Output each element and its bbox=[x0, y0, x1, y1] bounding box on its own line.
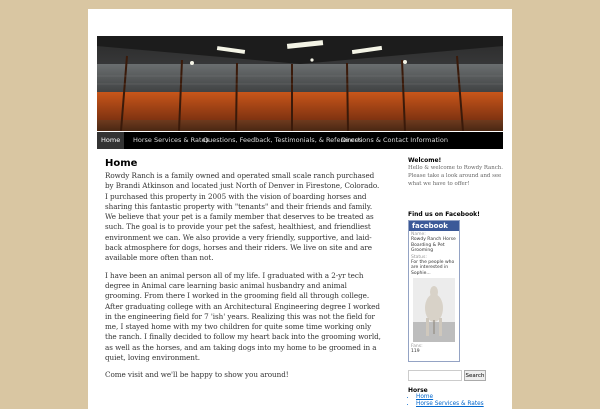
search-widget bbox=[408, 370, 508, 382]
main-navigation bbox=[97, 132, 503, 149]
content-paragraph: Come visit and we'll be happy to show you around! bbox=[105, 370, 289, 380]
horse-link-services-rates[interactable]: Horse Services & Rates bbox=[416, 401, 484, 407]
content-paragraph: I have been an animal person all of my life. I graduated with a 2-yr tech degree in Animal care learning basic animal husbandry and animal grooming. From there I worked in the grooming field all through college. After graduating college with an Architectural Engineering degree I worked in the engineering field for 7 'ish' years. Realizing this was not the field for me, I stayed home with my two children for quite some time working only the ranch. I finally decided to follow my heart back into the grooming world, as well as the horses, and am taking dogs into my home to be groomed in a quiet, loving environment. bbox=[105, 270, 381, 363]
fb-status-label: Status: bbox=[411, 254, 427, 260]
nav-item-directions-contact[interactable]: Directions & Contact Information bbox=[341, 136, 448, 144]
nav-item-horse-services-rates[interactable]: Horse Services & Rates bbox=[133, 136, 209, 144]
header-banner-image bbox=[97, 36, 503, 131]
welcome-text: Hello & welcome to Rowdy Ranch. Please take a look around and see what we have to offer! bbox=[408, 165, 503, 188]
facebook-logo: facebook bbox=[409, 221, 459, 231]
welcome-title: Welcome! bbox=[408, 157, 442, 164]
search-button[interactable]: Search bbox=[464, 370, 486, 381]
page-container bbox=[88, 9, 512, 409]
horse-links-list bbox=[408, 394, 508, 408]
horse-widget-title: Horse bbox=[408, 387, 428, 394]
horse-photo-icon bbox=[413, 278, 455, 342]
welcome-widget bbox=[408, 157, 508, 189]
main-content bbox=[105, 157, 381, 388]
fb-fans-count: 119 bbox=[411, 349, 420, 354]
horse-link-home[interactable]: Home bbox=[416, 394, 434, 400]
fb-name-label: Name: bbox=[411, 232, 426, 237]
nav-item-questions-feedback[interactable]: Questions, Feedback, Testimonials, & References bbox=[203, 136, 363, 144]
fb-status-text: For the people who are interested in Sophie... bbox=[411, 259, 455, 276]
search-input[interactable] bbox=[408, 370, 462, 381]
fb-page-name[interactable]: Rowdy Ranch Horse Boarding & Pet Grooming bbox=[411, 237, 456, 253]
fb-fans-label: Fans: bbox=[411, 344, 423, 349]
list-item[interactable] bbox=[416, 401, 508, 408]
nav-item-home[interactable]: Home bbox=[97, 132, 124, 149]
facebook-badge[interactable] bbox=[408, 220, 460, 362]
arena-photo bbox=[97, 36, 503, 131]
horse-links-widget bbox=[408, 387, 508, 408]
page-title: Home bbox=[105, 158, 138, 169]
fb-profile-photo[interactable] bbox=[413, 278, 455, 342]
content-paragraph: Rowdy Ranch is a family owned and operated small scale ranch purchased by Brandi Atkinson and located just North of Denver in Firestone, Colorado. I purchased this property in 2005 with the vision of boarding horses and sharing this fantastic property with "tenants" and their friends and family. We believe that your pet is a family member that deserves to be treated as such. The goal is to provide your pet the safest, healthiest, and friendliest environment we can. We also provide a very friendly, supportive, and laid-back atmosphere for dogs, horses and their riders. We live on site and are available more often than not. bbox=[105, 171, 380, 263]
facebook-widget-title: Find us on Facebook! bbox=[408, 211, 480, 218]
